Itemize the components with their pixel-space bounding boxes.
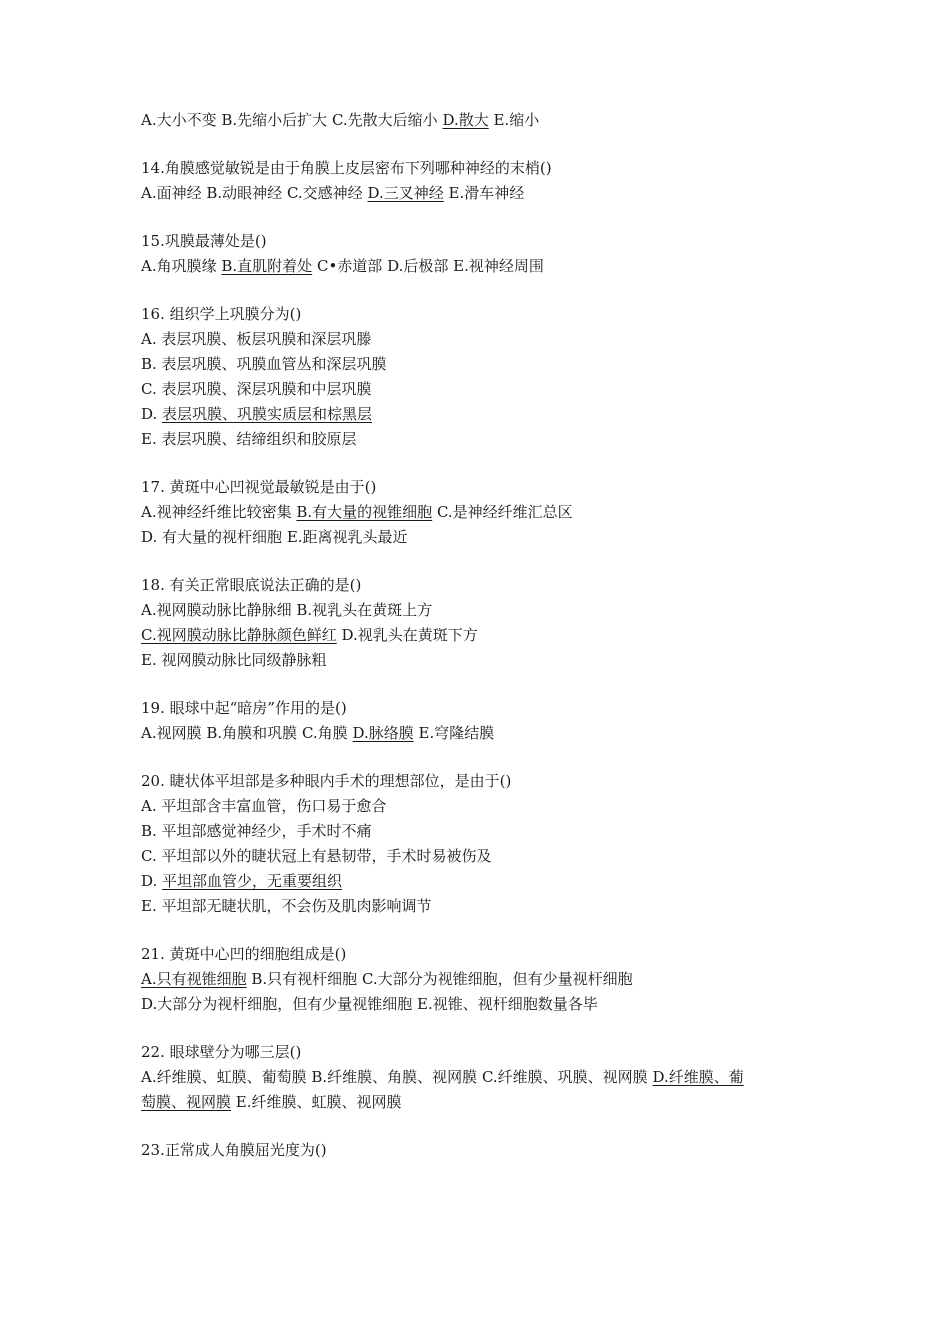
q20-option-d-label: D.: [141, 872, 163, 890]
q18-option-b: B.视乳头在黄斑上方: [296, 601, 433, 619]
q19-option-a: A.视网膜: [141, 724, 202, 742]
q17-options-row2: [141, 525, 811, 550]
q20-option-c: C. 平坦部以外的睫状冠上有悬韧带，手术时易被伤及: [141, 847, 492, 865]
q19-option-b: B.角膜和巩膜: [206, 724, 298, 742]
q13-option-a: A.大小不变: [141, 111, 217, 129]
q19-option-d-answer: D.脉络膜: [352, 724, 414, 742]
q22-option-d-answer-part1: D.纤维膜、葡: [652, 1068, 744, 1086]
q22-options-row2: [141, 1090, 811, 1115]
q22-option-d-answer-part2: 萄膜、视网膜: [141, 1093, 232, 1111]
q19-option-e: E.穹隆结膜: [418, 724, 495, 742]
q19-stem: 19. 眼球中起“暗房”作用的是(): [141, 699, 347, 717]
q22-option-b: B.纤维膜、角膜、视网膜: [311, 1068, 478, 1086]
q22-option-c: C.纤维膜、巩膜、视网膜: [481, 1068, 648, 1086]
q17-stem: 17. 黄斑中心凹视觉最敏锐是由于(): [141, 478, 377, 496]
q22-option-a: A.纤维膜、虹膜、葡萄膜: [141, 1068, 307, 1086]
q15-stem: 15.巩膜最薄处是(): [141, 232, 267, 250]
q17-option-c: C.是神经纤维汇总区: [436, 503, 573, 521]
q18-option-e: E. 视网膜动脉比同级静脉粗: [141, 651, 327, 669]
q16-option-d: [141, 402, 811, 427]
q15-option-c: C•赤道部: [316, 257, 383, 275]
q16-option-d-answer: 表层巩膜、巩膜实质层和棕黑层: [162, 405, 373, 423]
q13-option-e: E.缩小: [493, 111, 540, 129]
q17-option-a: A.视神经纤维比较密集: [141, 503, 292, 521]
q19-options: [141, 721, 811, 746]
q16-option-c: C. 表层巩膜、深层巩膜和中层巩膜: [141, 380, 372, 398]
q21-option-a-answer: A.只有视锥细胞: [141, 970, 247, 988]
q16-option-a: A. 表层巩膜、板层巩膜和深层巩滕: [141, 330, 372, 348]
q14-option-d-answer: D.三叉神经: [367, 184, 444, 202]
q22-option-e: E.纤维膜、虹膜、视网膜: [235, 1093, 402, 1111]
q22-options-row1: [141, 1065, 811, 1090]
q21-option-d: D.大部分为视杆细胞，但有少量视锥细胞: [141, 995, 413, 1013]
q17-option-e: E.距离视乳头最近: [286, 528, 408, 546]
q13-option-b: B.先缩小后扩大: [221, 111, 328, 129]
q14-option-a: A.面神经: [141, 184, 202, 202]
q18-option-d: D.视乳头在黄斑下方: [341, 626, 478, 644]
q14-option-c: C.交感神经: [286, 184, 363, 202]
q21-option-e: E.视锥、视杆细胞数量各毕: [417, 995, 598, 1013]
q14-stem: 14.角膜感觉敏锐是由于角膜上皮层密布下列哪种神经的末梢(): [141, 159, 552, 177]
q18-option-a: A.视网膜动脉比静脉细: [141, 601, 292, 619]
q14-option-b: B.动眼神经: [206, 184, 283, 202]
q21-options-row2: [141, 992, 811, 1017]
q20-option-b: B. 平坦部感觉神经少，手术时不痛: [141, 822, 372, 840]
q16-stem: 16. 组织学上巩膜分为(): [141, 305, 302, 323]
q21-option-c: C.大部分为视锥细胞，但有少量视杆细胞: [361, 970, 633, 988]
q20-option-e: E. 平坦部无睫状肌，不会伤及肌肉影响调节: [141, 897, 432, 915]
q16-option-e: E. 表层巩膜、结缔组织和胶原层: [141, 430, 357, 448]
q18-option-c-answer: C.视网膜动脉比静脉颜色鲜红: [141, 626, 337, 644]
q23-stem: 23.正常成人角膜屈光度为(): [141, 1141, 327, 1159]
q21-option-b: B.只有视杆细胞: [251, 970, 358, 988]
q14-option-e: E.滑车神经: [448, 184, 525, 202]
q18-options-row2: [141, 623, 811, 648]
q18-stem: 18. 有关正常眼底说法正确的是(): [141, 576, 362, 594]
q16-option-d-label: D.: [141, 405, 163, 423]
q17-option-b-answer: B.有大量的视锥细胞: [296, 503, 433, 521]
q22-stem: 22. 眼球壁分为哪三层(): [141, 1043, 302, 1061]
exam-page: [141, 108, 811, 1163]
q21-stem: 21. 黄斑中心凹的细胞组成是(): [141, 945, 347, 963]
q20-option-a: A. 平坦部含丰富血管，伤口易于愈合: [141, 797, 387, 815]
q13-option-d-answer: D.散大: [442, 111, 489, 129]
q20-option-d: [141, 869, 811, 894]
q13-option-c: C.先散大后缩小: [331, 111, 438, 129]
q13-options: [141, 108, 811, 133]
q18-options-row1: [141, 598, 811, 623]
q20-stem: 20. 睫状体平坦部是多种眼内手术的理想部位，是由于(): [141, 772, 512, 790]
q15-option-d: D.后极部: [387, 257, 449, 275]
q14-options: [141, 181, 811, 206]
q17-option-d: D. 有大量的视杆细胞: [141, 528, 283, 546]
q20-option-d-answer: 平坦部血管少，无重要组织: [162, 872, 343, 890]
q15-option-e: E.视神经周围: [453, 257, 544, 275]
q19-option-c: C.角膜: [301, 724, 348, 742]
q16-option-b: B. 表层巩膜、巩膜血管丛和深层巩膜: [141, 355, 387, 373]
q15-options: [141, 254, 811, 279]
q21-options-row1: [141, 967, 811, 992]
q15-option-a: A.角巩膜缘: [141, 257, 217, 275]
q15-option-b-answer: B.直肌附着处: [221, 257, 313, 275]
q17-options-row1: [141, 500, 811, 525]
